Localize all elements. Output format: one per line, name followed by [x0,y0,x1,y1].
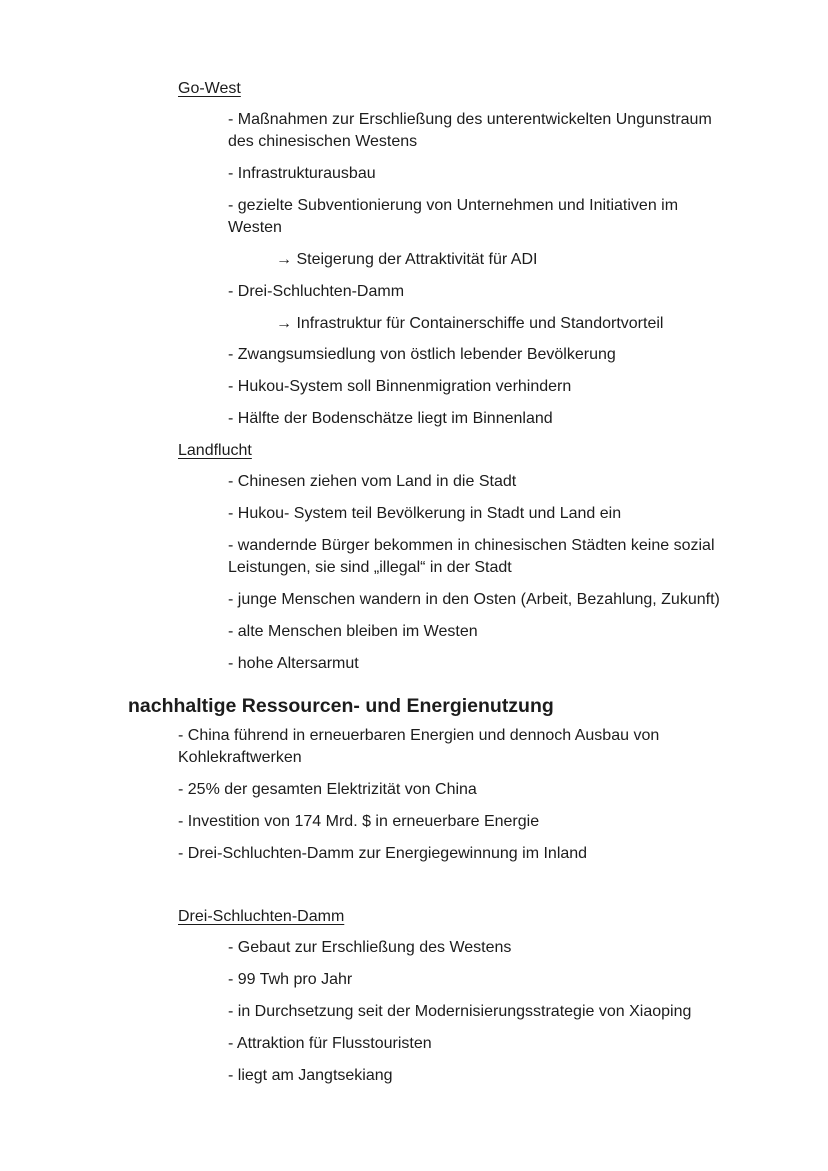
bullet-line: - alte Menschen bleiben im Westen [228,623,478,640]
bullet-continuation: des chinesischen Westens [228,133,418,150]
bullet-line: - Hälfte der Bodenschätze liegt im Binnenland [228,410,553,427]
bullet-line: - hohe Altersarmut [228,655,359,672]
bullet-line: - liegt am Jangtsekiang [228,1067,393,1084]
bullet-line: - 99 Twh pro Jahr [228,971,353,988]
bullet-continuation: Kohlekraftwerken [178,749,302,766]
bullet-line: - in Durchsetzung seit der Modernisierungsstrategie von Xiaoping [228,1003,692,1020]
section-heading-go-west: Go-West [178,80,241,97]
bullet-line: - Maßnahmen zur Erschließung des unterentwickelten Ungunstraum [228,111,712,128]
bullet-line: - Investition von 174 Mrd. $ in erneuerbare Energie [178,813,540,830]
bullet-line: - Attraktion für Flusstouristen [228,1035,432,1052]
section-heading-ressourcen: nachhaltige Ressourcen- und Energienutzung [128,695,554,717]
bullet-continuation: Westen [228,219,282,236]
bullet-line: - Hukou-System soll Binnenmigration verhindern [228,378,572,395]
arrow-line: → Steigerung der Attraktivität für ADI [276,251,538,268]
bullet-line: - Gebaut zur Erschließung des Westens [228,939,512,956]
bullet-line: - Drei-Schluchten-Damm [228,283,405,300]
bullet-line: - Chinesen ziehen vom Land in die Stadt [228,473,517,490]
bullet-line: - gezielte Subventionierung von Unternehmen und Initiativen im [228,197,679,214]
section-heading-landflucht: Landflucht [178,442,252,459]
bullet-line: - wandernde Bürger bekommen in chinesischen Städten keine sozial [228,537,715,554]
bullet-line: - junge Menschen wandern in den Osten (Arbeit, Bezahlung, Zukunft) [228,591,720,608]
bullet-continuation: Leistungen, sie sind „illegal“ in der Stadt [228,559,512,576]
bullet-line: - China führend in erneuerbaren Energien und dennoch Ausbau von [178,727,660,744]
bullet-line: - Drei-Schluchten-Damm zur Energiegewinnung im Inland [178,845,588,862]
bullet-line: - Hukou- System teil Bevölkerung in Stadt und Land ein [228,505,622,522]
bullet-line: - Infrastrukturausbau [228,165,376,182]
section-heading-damm: Drei-Schluchten-Damm [178,908,345,925]
bullet-line: - 25% der gesamten Elektrizität von China [178,781,477,798]
arrow-line: → Infrastruktur für Containerschiffe und Standortvorteil [276,315,664,332]
bullet-line: - Zwangsumsiedlung von östlich lebender Bevölkerung [228,346,616,363]
